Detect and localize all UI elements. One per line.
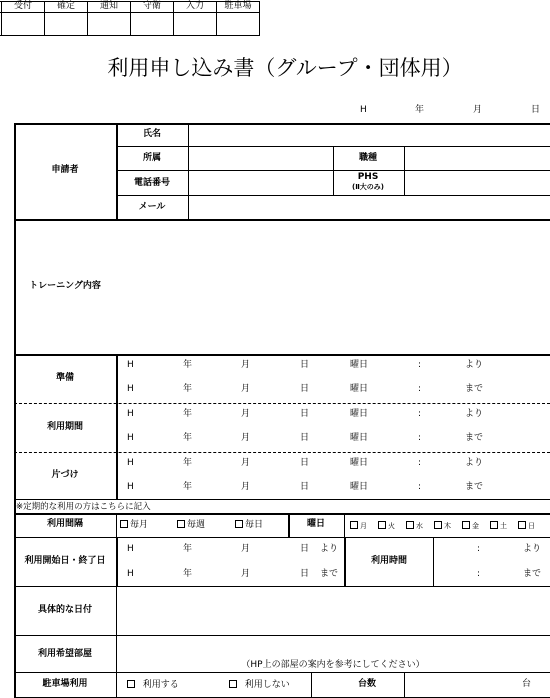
stamp-label-parking: 駐車場	[224, 1, 252, 11]
weekday-option-label: 金	[472, 522, 479, 530]
parking-label: 駐車場利用	[42, 679, 88, 689]
weekday-option-label: 木	[444, 522, 451, 530]
weekday-option-label: 土	[500, 522, 507, 530]
weekday-option-4[interactable]	[462, 521, 479, 530]
name-field[interactable]	[190, 125, 548, 145]
affiliation-label: 所属	[142, 153, 162, 163]
period-0-row-1-colon: :	[418, 384, 422, 394]
period-2-row-0-month: 月	[241, 458, 251, 468]
affiliation-field[interactable]	[190, 148, 331, 169]
weekday-option-3[interactable]	[434, 521, 451, 530]
end-day: 日	[300, 569, 310, 579]
period-2-row-1-colon: :	[418, 482, 422, 492]
period-0-row-0-colon: :	[418, 360, 422, 370]
checkbox-icon	[235, 520, 243, 528]
time-from: より	[523, 544, 542, 554]
mail-field[interactable]	[190, 197, 548, 218]
period-0-row-0-from: より	[465, 360, 484, 370]
period-1-row-0-from: より	[465, 409, 484, 419]
start-from: より	[320, 544, 339, 554]
period-2-row-1-month: 月	[241, 482, 251, 492]
end-year: 年	[183, 569, 193, 579]
period-1-row-1-year: 年	[183, 433, 193, 443]
stamp-label-input: 入力	[185, 1, 205, 11]
period-1-row-1-era: H	[127, 433, 134, 443]
interval-option-monthly[interactable]: 毎月	[120, 520, 148, 530]
period-0-row-1-month: 月	[241, 384, 251, 394]
page-title: 利用申し込み書（グループ・団体用）	[107, 56, 463, 80]
checkbox-icon	[350, 521, 358, 529]
period-2-row-1-weekday: 曜日	[350, 482, 369, 492]
weekday-option-label: 日	[528, 522, 535, 530]
period-0-row-0-era: H	[127, 360, 134, 370]
name-label: 氏名	[142, 129, 162, 139]
period-2-row-0-day: 日	[300, 458, 310, 468]
period-2-row-1-to: まで	[465, 482, 484, 492]
start-era: H	[127, 544, 134, 554]
start-day: 日	[300, 544, 310, 554]
weekday-option-label: 月	[360, 522, 367, 530]
period-1-row-0-era: H	[127, 409, 134, 419]
applicant-section-label: 申請者	[51, 165, 79, 175]
stamp-label-notice: 通知	[99, 1, 119, 11]
checkbox-icon	[127, 680, 135, 688]
period-1-row-0-year: 年	[183, 409, 193, 419]
period-1-row-0-month: 月	[241, 409, 251, 419]
date-era: H	[360, 105, 367, 115]
phs-note: (Ⅱ大のみ)	[351, 183, 385, 191]
checkbox-icon	[120, 520, 128, 528]
checkbox-icon	[406, 521, 414, 529]
period-1-row-0-colon: :	[418, 409, 422, 419]
weekday-label: 曜日	[306, 519, 326, 529]
period-2-row-1-era: H	[127, 482, 134, 492]
period-0-row-1-to: まで	[465, 384, 484, 394]
period-0-row-1-year: 年	[183, 384, 193, 394]
time-to: まで	[523, 569, 542, 579]
checkbox-icon	[177, 520, 185, 528]
checkbox-icon	[490, 521, 498, 529]
checkbox-icon	[518, 521, 526, 529]
parking-no-use-option[interactable]: 利用しない	[229, 680, 290, 690]
time-label: 利用時間	[370, 556, 408, 566]
phs-label: PHS	[357, 172, 379, 182]
room-field[interactable]	[118, 637, 548, 659]
date-month: 月	[473, 105, 483, 115]
room-label: 利用希望部屋	[37, 649, 93, 659]
checkbox-icon	[434, 521, 442, 529]
period-label-1: 利用期間	[46, 421, 84, 432]
period-2-row-0-year: 年	[183, 458, 193, 468]
period-2-row-0-colon: :	[418, 458, 422, 468]
period-1-row-0-weekday: 曜日	[350, 409, 369, 419]
end-to: まで	[320, 569, 339, 579]
period-1-row-1-weekday: 曜日	[350, 433, 369, 443]
period-0-row-0-weekday: 曜日	[350, 360, 369, 370]
weekday-option-0[interactable]	[350, 521, 367, 530]
date-day: 日	[531, 105, 541, 115]
weekday-option-6[interactable]	[518, 521, 535, 530]
checkbox-icon	[462, 521, 470, 529]
weekday-option-5[interactable]	[490, 521, 507, 530]
interval-option-daily[interactable]: 毎日	[235, 520, 263, 530]
period-2-row-1-day: 日	[300, 482, 310, 492]
occupation-field[interactable]	[406, 148, 548, 169]
periodic-note: ※定期的な利用の方はこちらに記入	[16, 502, 151, 512]
weekday-option-label: 火	[388, 522, 395, 530]
start-end-label: 利用開始日・終了日	[24, 556, 106, 566]
period-0-row-1-weekday: 曜日	[350, 384, 369, 394]
end-month: 月	[241, 569, 251, 579]
time-colon-end: :	[477, 569, 481, 579]
start-month: 月	[241, 544, 251, 554]
stamp-label-confirm: 確定	[56, 1, 76, 11]
specific-dates-field[interactable]	[118, 588, 548, 634]
mail-label: メール	[138, 202, 166, 212]
period-1-row-1-day: 日	[300, 433, 310, 443]
period-0-row-0-day: 日	[300, 360, 310, 370]
period-1-row-1-month: 月	[241, 433, 251, 443]
period-0-row-0-year: 年	[183, 360, 193, 370]
period-0-row-1-era: H	[127, 384, 134, 394]
training-field[interactable]	[118, 222, 548, 352]
period-2-row-0-weekday: 曜日	[350, 458, 369, 468]
parking-count-field[interactable]	[406, 674, 516, 696]
weekday-option-1[interactable]	[378, 521, 395, 530]
weekday-option-2[interactable]	[406, 521, 423, 530]
period-0-row-0-month: 月	[241, 360, 251, 370]
period-2-row-0-from: より	[465, 458, 484, 468]
checkbox-icon	[378, 521, 386, 529]
phone-field[interactable]	[190, 172, 331, 194]
start-year: 年	[183, 544, 193, 554]
date-year: 年	[415, 105, 425, 115]
interval-label: 利用間隔	[46, 519, 84, 529]
stamp-label-reception: 受付	[13, 1, 33, 11]
period-1-row-1-colon: :	[418, 433, 422, 443]
specific-dates-label: 具体的な日付	[37, 605, 93, 615]
period-label-0: 準備	[55, 372, 75, 383]
room-note: （HP上の部屋の案内を参考にしてください）	[241, 660, 425, 670]
time-colon-start: :	[477, 544, 481, 554]
interval-option-weekly[interactable]: 毎週	[177, 520, 205, 530]
phone-label: 電話番号	[133, 178, 171, 188]
parking-count-label: 台数	[357, 679, 377, 689]
weekday-option-label: 水	[416, 522, 423, 530]
period-2-row-0-era: H	[127, 458, 134, 468]
period-label-2: 片づけ	[51, 469, 79, 480]
training-label: トレーニング内容	[29, 281, 101, 291]
end-era: H	[127, 569, 134, 579]
phs-field[interactable]	[406, 172, 548, 194]
period-1-row-0-day: 日	[300, 409, 310, 419]
period-0-row-1-day: 日	[300, 384, 310, 394]
stamp-label-guard: 守衛	[142, 1, 162, 11]
period-1-row-1-to: まで	[465, 433, 484, 443]
parking-use-option[interactable]: 利用する	[127, 680, 179, 690]
checkbox-icon	[229, 680, 237, 688]
period-2-row-1-year: 年	[183, 482, 193, 492]
occupation-label: 職種	[358, 153, 378, 163]
parking-unit: 台	[522, 679, 532, 689]
